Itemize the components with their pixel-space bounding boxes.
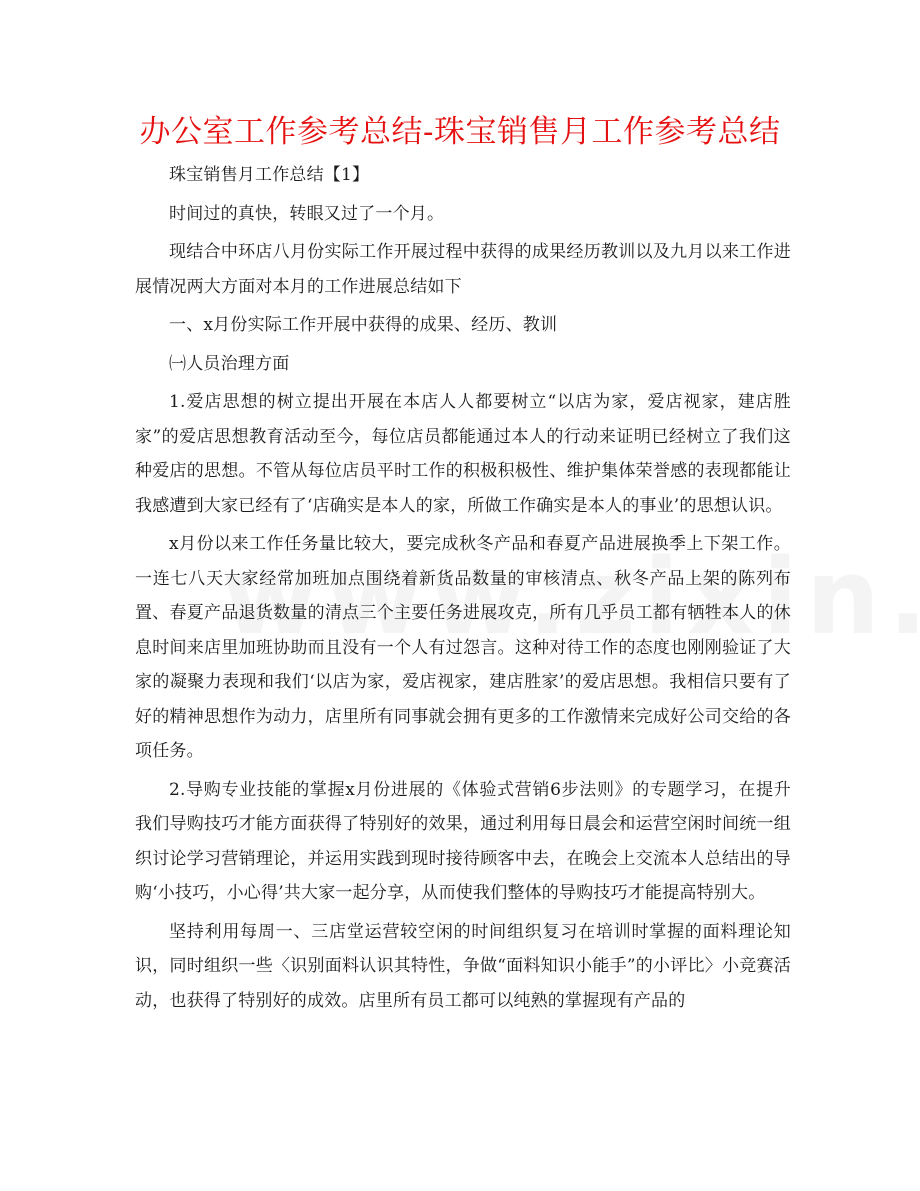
paragraph-item-2: 2.导购专业技能的掌握x月份进展的《体验式营销6步法则》的专题学习，在提升我们导购技巧才能方面获得了特别好的效果，通过利用每日晨会和运营空闲时间统一组织讨论学习营销理论，并运用实践到现时接待顾客中去，在晚会上交流本人总结出的导购‘小技巧，小心得’共大家一起分享，从而使我们整体的导购技巧才能提高特别大。 — [135, 779, 791, 903]
paragraph-overview: 现结合中环店八月份实际工作开展过程中获得的成果经历教训以及九月以来工作进展情况两大方面对本月的工作进展总结如下 — [135, 242, 791, 297]
paragraph-subtitle: 珠宝销售月工作总结【1】 — [169, 165, 370, 185]
paragraph-workload: x月份以来工作任务量比较大，要完成秋冬产品和春夏产品进展换季上下架工作。一连七八天大家经常加班加点围绕着新货品数量的审核清点、秋冬产品上架的陈列布置、春夏产品退货数量的清点三个主要任务进展攻克，所有几乎员工都有牺牲本人的休息时间来店里加班协助而且没有一个人有过怨言。这种对待工作的态度也刚刚验证了大家的凝聚力表现和我们‘以店为家，爱店视家，建店胜家’的爱店思想。我相信只要有了好的精神思想作为动力，店里所有同事就会拥有更多的工作激情来完成好公司交给的各项任务。 — [135, 534, 791, 761]
paragraph-intro: 时间过的真快，转眼又过了一个月。 — [169, 203, 445, 224]
document-title: 办公室工作参考总结-珠宝销售月工作参考总结 — [139, 114, 781, 150]
document-body — [135, 158, 791, 1022]
paragraph-item-1: 1.爱店思想的树立提出开展在本店人人都要树立“以店为家，爱店视家，建店胜家”的爱店思想教育活动至今，每位店员都能通过本人的行动来证明已经树立了我们这种爱店的思想。不管从每位店员平时工作的积极积极性、维护集体荣誉感的表现都能让我感遭到大家已经有了‘店确实是本人的家，所做工作确实是本人的事业’的思想认识。 — [135, 392, 791, 516]
paragraph-training: 坚持利用每周一、三店堂运营较空闲的时间组织复习在培训时掌握的面料理论知识，同时组织一些〈识别面料认识其特性，争做“面料知识小能手”的小评比〉小竞赛活动，也获得了特别好的成效。店里所有员工都可以纯熟的掌握现有产品的 — [135, 921, 791, 1011]
section-heading-1: 一、x月份实际工作开展中获得的成果、经历、教训 — [169, 315, 558, 335]
subsection-heading-personnel: ㈠人员治理方面 — [169, 353, 290, 374]
